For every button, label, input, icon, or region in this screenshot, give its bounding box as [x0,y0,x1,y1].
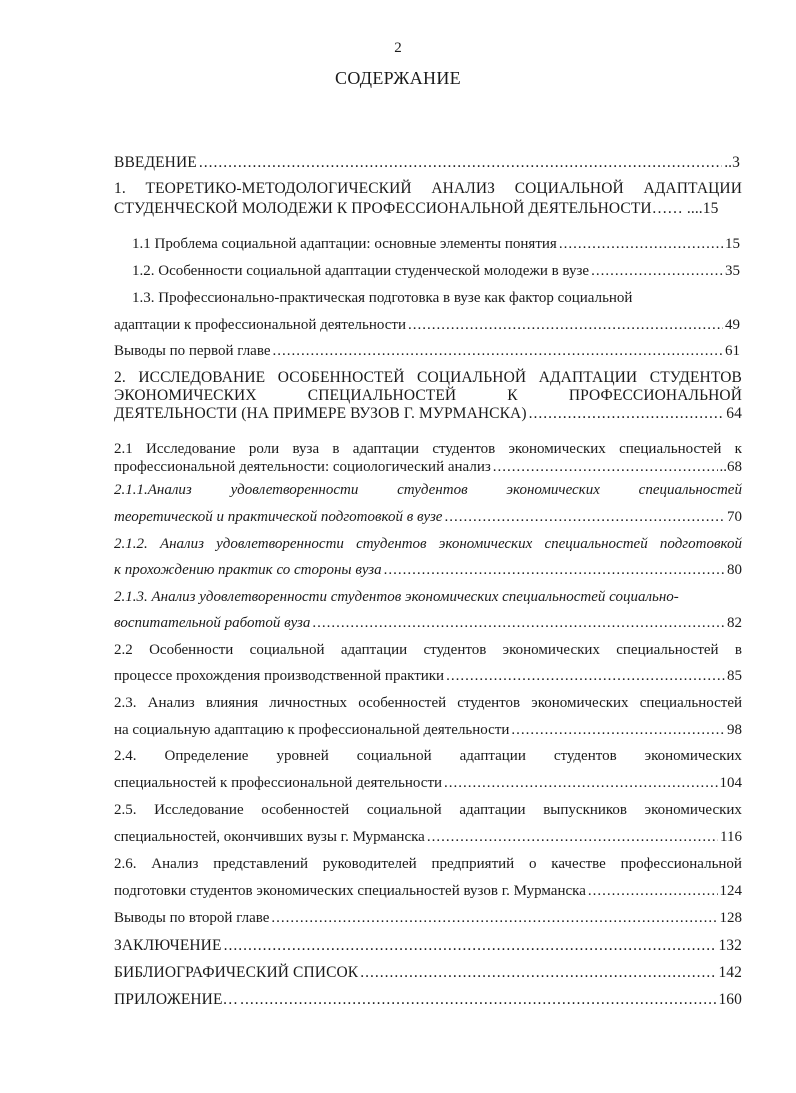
word: Анализ [151,856,199,872]
toc-chapter-1-line1[interactable] [114,180,742,198]
word: в [734,642,742,658]
word: Анализ [159,536,204,552]
toc-entry-page: 160 [718,991,742,1008]
word: экономических [531,695,629,711]
word: 2.4. [114,748,137,764]
toc-leader [444,509,725,526]
word: студентов [423,642,487,658]
toc-entry-1-3[interactable] [114,317,740,337]
toc-entry-text: ВВЕДЕНИЕ [114,154,197,171]
toc-entry-2-4-line1[interactable] [114,748,742,765]
toc-entry-text: БИБЛИОГРАФИЧЕСКИЙ СПИСОК [114,964,359,981]
toc-entry-text: воспитательной работой вуза [114,615,311,631]
toc-entry-text: Выводы по второй главе [114,910,270,926]
word: подготовкой [659,536,742,552]
word: экономических [438,536,533,552]
word: влияния [205,695,259,711]
toc-entry-2-5-line1[interactable] [114,802,742,819]
toc-leader [511,722,725,739]
toc-entry-text: ДЕЯТЕЛЬНОСТИ (НА ПРИМЕРЕ ВУЗОВ Г. МУРМАНСКА) [114,405,527,422]
toc-leader [312,615,725,632]
toc-leader [588,883,718,900]
word: 2.1 [114,441,133,457]
toc-entry-conclusion[interactable] [114,937,742,957]
toc-entry-1-2[interactable] [132,263,740,283]
word: Анализ [147,695,195,711]
toc-entry-2-1-2-line1[interactable] [114,536,742,553]
toc-leader [444,775,717,792]
word: адаптации [459,802,526,818]
toc-entry-text: профессиональной деятельности: социологический анализ [114,459,491,475]
toc-entry-2-6[interactable] [114,883,742,903]
toc-entry-2-1[interactable] [114,459,742,479]
toc-entry-text: 1.2. Особенности социальной адаптации студенческой молодежи в вузе [132,263,590,279]
toc-entry-1-3-line1[interactable]: 1.3. Профессионально-практическая подготовка в вузе как фактор социальной [132,290,633,306]
toc-entry-text: адаптации к профессиональной деятельности [114,317,406,333]
toc-entry-2-1-line1[interactable] [114,441,742,458]
toc-entry-2-1-3[interactable] [114,615,742,635]
toc-leader [273,343,724,360]
word: к [734,441,742,457]
toc-leader [446,668,725,685]
toc-leader [427,829,718,846]
toc-entry-page: 35 [725,263,740,279]
word: 2.6. [114,856,137,872]
word: качестве [551,856,606,872]
toc-entry-2-4[interactable] [114,775,742,795]
toc-entry-page: 98 [727,722,742,738]
word: АНАЛИЗ [431,180,496,197]
toc-entry-page: 82 [727,615,742,631]
toc-entry-page: 85 [727,668,742,684]
word: 2.2 [114,642,133,658]
word: вуза [292,441,320,457]
word: особенностей [261,802,350,818]
word: экономических [502,642,600,658]
toc-entry-text: к прохождению практик со стороны вуза [114,562,382,578]
word: 2. [114,369,126,386]
word: АДАПТАЦИИ [643,180,742,197]
toc-leader [493,459,718,476]
word: выпускников [543,802,628,818]
toc-entry-page: 49 [725,317,740,333]
word: специальностей [639,695,742,711]
toc-entry-text: 1.1 Проблема социальной адаптации: основные элементы понятия [132,236,557,252]
toc-chapter-2-line1[interactable] [114,369,742,387]
word: адаптации [459,748,526,764]
toc-leader [199,154,722,172]
toc-entry-text: на социальную адаптацию к профессиональной деятельности [114,722,510,738]
word: специальностей [544,536,648,552]
word: о [528,856,537,872]
toc-entry-page: 70 [727,509,742,525]
word: СПЕЦИАЛЬНОСТЕЙ [307,387,457,404]
toc-leader [360,964,716,982]
word: ЭКОНОМИЧЕСКИХ [114,387,257,404]
toc-entry-2-5[interactable] [114,829,742,849]
toc-leader [271,910,717,927]
toc-entry-conclusions-2[interactable] [114,910,742,930]
toc-entry-2-2-line1[interactable] [114,642,742,659]
toc-entry-page: 61 [725,343,740,359]
word: студентов [356,536,427,552]
toc-entry-2-6-line1[interactable] [114,856,742,873]
word: особенностей [358,695,447,711]
toc-entry-page: 142 [718,964,742,981]
toc-leader [591,263,723,280]
word: Исследование [146,441,236,457]
word: ОСОБЕННОСТЕЙ [277,369,405,386]
word: экономических [506,482,600,498]
word: К [507,387,518,404]
word: СОЦИАЛЬНОЙ [417,369,527,386]
toc-entry-page: 132 [718,937,742,954]
toc-entry-text: ЗАКЛЮЧЕНИЕ [114,937,222,954]
word: профессиональной [620,856,742,872]
toc-chapter-1-line2[interactable]: СТУДЕНЧЕСКОЙ МОЛОДЕЖИ К ПРОФЕССИОНАЛЬНОЙ ДЕЯТЕЛЬНОСТИ…… ....15 [114,200,719,217]
word: специальностей [616,642,719,658]
word: СОЦИАЛЬНОЙ [514,180,624,197]
word: студентов [553,748,617,764]
word: 2.1.1.Анализ [114,482,192,498]
toc-entry-appendix[interactable] [114,991,742,1011]
word: социальной [356,748,432,764]
toc-entry-page: ..3 [724,154,740,171]
toc-entry-2-1-1-line1[interactable] [114,482,742,499]
toc-entry-text: подготовки студентов экономических специальностей вузов г. Мурманска [114,883,586,899]
toc-entry-conclusions-1[interactable] [114,343,740,363]
word: уровней [276,748,329,764]
word: Особенности [149,642,234,658]
toc-entry-text: ПРИЛОЖЕНИЕ… [114,991,239,1008]
toc-entry-2-1-1[interactable] [114,509,742,529]
word: экономических [644,748,742,764]
toc-entry-text: специальностей к профессиональной деятельности [114,775,443,791]
word: социальной [249,642,325,658]
word: ИССЛЕДОВАНИЕ [138,369,266,386]
toc-entry-intro[interactable] [114,154,740,174]
toc-entry-page: 104 [719,775,742,791]
toc-leader [408,317,723,334]
word: удовлетворенности [216,536,344,552]
word: 1. [114,180,126,197]
word: адаптации [352,441,420,457]
word: удовлетворенности [230,482,359,498]
word: роли [248,441,280,457]
word: ТЕОРЕТИКО-МЕТОДОЛОГИЧЕСКИЙ [145,180,412,197]
word: социальной [366,802,442,818]
word: СТУДЕНТОВ [649,369,742,386]
word: Исследование [154,802,244,818]
toc-entry-2-2[interactable] [114,668,742,688]
page-title: СОДЕРЖАНИЕ [335,68,461,88]
toc-entry-page: ..68 [719,459,742,475]
word: экономических [644,802,742,818]
toc-leader [529,405,725,423]
toc-entry-1-1[interactable] [132,236,740,256]
word: студентов [457,695,521,711]
word: 2.1.2. [114,536,148,552]
toc-entry-2-3-line1[interactable] [114,695,742,712]
toc-chapter-2-line2[interactable] [114,387,742,405]
word: в [332,441,340,457]
toc-entry-page: 128 [719,910,742,926]
toc-entry-2-3[interactable] [114,722,742,742]
toc-leader [384,562,725,579]
word: экономических [508,441,606,457]
toc-entry-page: 80 [727,562,742,578]
word: студентов [397,482,468,498]
toc-leader [240,991,716,1009]
toc-entry-text: специальностей, окончивших вузы г. Мурманска [114,829,425,845]
toc-entry-page: 15 [725,236,740,252]
word: руководителей [322,856,417,872]
word: студентов [432,441,496,457]
toc-leader [559,236,723,253]
word: АДАПТАЦИИ [538,369,638,386]
word: ПРОФЕССИОНАЛЬНОЙ [568,387,742,404]
word: 2.5. [114,802,137,818]
page-number: 2 [394,40,402,56]
toc-leader [224,937,717,955]
toc-entry-page: 124 [719,883,742,899]
word: специальностей [619,441,722,457]
toc-entry-bibliography[interactable] [114,964,742,984]
toc-entry-text: процессе прохождения производственной практики [114,668,445,684]
word: 2.3. [114,695,137,711]
toc-entry-text: теоретической и практической подготовкой в вузе [114,509,443,525]
word: специальностей [638,482,742,498]
toc-entry-page: 64 [726,405,742,422]
toc-chapter-2[interactable] [114,405,742,425]
toc-entry-text: Выводы по первой главе [114,343,271,359]
word: адаптации [340,642,408,658]
word: представлений [213,856,308,872]
toc-entry-page: 116 [720,829,742,845]
word: Определение [164,748,249,764]
toc-entry-2-1-3-line1[interactable]: 2.1.3. Анализ удовлетворенности студентов экономических специальностей социально- [114,589,679,605]
word: предприятий [431,856,515,872]
word: личностных [269,695,348,711]
toc-entry-2-1-2[interactable] [114,562,742,582]
